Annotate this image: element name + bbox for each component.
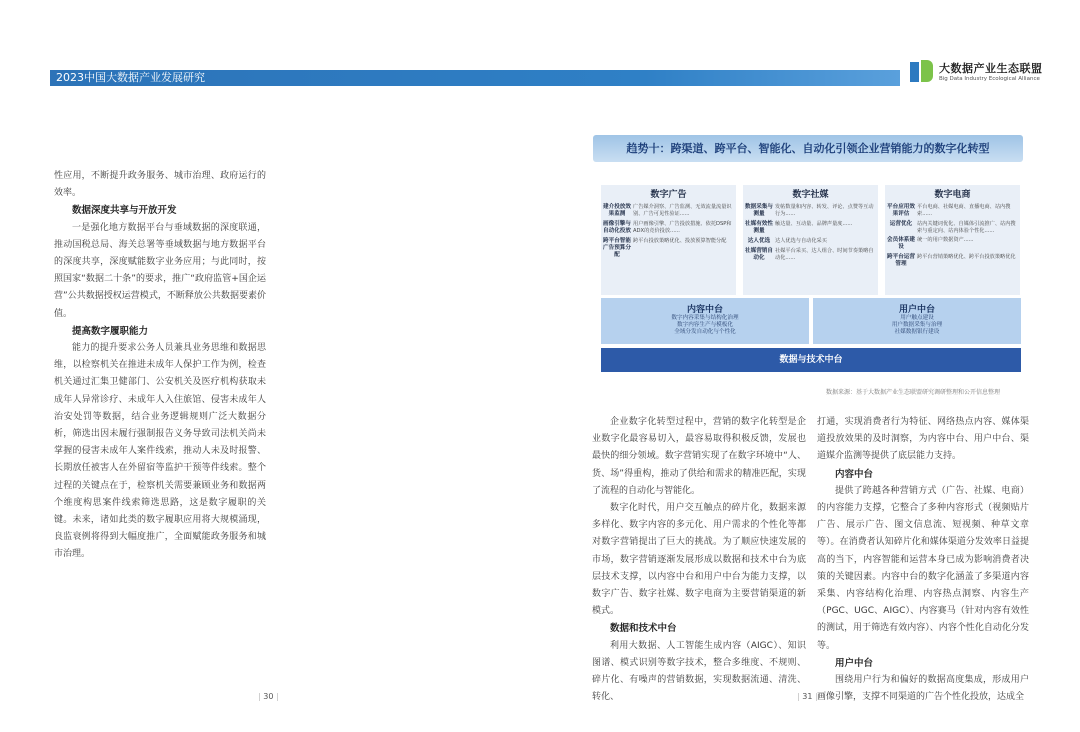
paragraph: 一是强化地方数据平台与垂域数据的深度联通，推动国税总局、海关总署等垂域数据与地方数据平台的深度共享，深度赋能数字业务应用；与此同时，按照国家“数据二十条”的要求，推广“政府监管+国企运营”公共数据授权运营模式，不断释放公共数据要素价值。 <box>54 222 266 319</box>
right-page-column-2 <box>817 414 1029 706</box>
row-value: 发帖数量和内容、转发、评论、点赞等互动行为...... <box>775 204 874 217</box>
user-platform-box <box>813 298 1021 344</box>
row-value: 站内关键词优化、自媒体引流推广、站内搜索与重定向、站内体验个性化...... <box>917 221 1016 234</box>
paragraph: 数字化时代，用户交互触点的碎片化，数据来源多样化、数字内容的多元化、用户需求的个性化等都对数字营销提出了巨大的挑战。为了顺应快速发展的市场，数字营销逐渐发展形成以数据和技术中台为底层技术支撑，以内容中台和用户中台为能力支撑，以数字广告、数字社媒、数字电商为主要营销渠道的新模式。 <box>592 503 806 617</box>
paragraph: 能力的提升要求公务人员兼具业务思维和数据思维，以检察机关在推进未成年人保护工作为例，检查机关通过汇集卫健部门、公安机关及医疗机构获取未成年人异常诊疗、未成年人入住旅馆、侵害未成年人治安处罚等数据，结合业务逻辑规则广泛大数据分析，筛选出因未履行强制报告义务导致司法机关尚未掌握的侵害未成年人案件线索，推动人未及时报警、长期放任被害人在外留宿等监护干预等件线索。整个过程的关键点在于，检察机关需要兼顾业务和数据两个维度构思案件线索筛选思路，这是数字履职的关键。未来，诸如此类的数字履职应用将大规模涌现，良监衰例将得到大幅度推广，全面赋能政务服务和城市治理。 <box>54 343 266 560</box>
paragraph: 打通，实现消费者行为特征、网络热点内容、媒体渠道投放效果的及时洞察，为内容中台、用户中台、渠道媒介监测等提供了底层能力支持。 <box>817 417 1029 462</box>
page-number-right: | 31 | <box>797 692 818 701</box>
section-heading: 用户中台 <box>835 657 874 669</box>
row-key: 画像引擎与自动化投放 <box>603 221 631 234</box>
row-value: 统一的用户数据资产...... <box>917 237 974 244</box>
paragraph: 围绕用户行为和偏好的数据高度集成，形成用户画像引擎，支撑不同渠道的广告个性化投放，达成全 <box>817 675 1029 703</box>
row-key: 数据采集与测量 <box>745 204 773 217</box>
page-number-text: 31 <box>802 692 813 701</box>
paragraph: 性应用，不断提升政务服务、城市治理、政府运行的效率。 <box>54 171 266 199</box>
row-value: 触达量、互动量、品牌声量度...... <box>775 221 853 227</box>
row-key: 跨平台运营管理 <box>887 254 915 268</box>
content-platform-title: 内容中台 <box>686 305 723 315</box>
figure-title-banner <box>593 135 1023 162</box>
right-page-column-1 <box>592 414 806 706</box>
card-title: 数字社媒 <box>792 190 829 200</box>
row-key: 社媒营销自动化 <box>745 248 773 261</box>
row-value: 平台电商、社媒电商、直播电商、站内搜索...... <box>917 204 1011 217</box>
left-column <box>54 168 266 564</box>
row-key: 运营优化 <box>889 221 913 227</box>
figure-source: 数据来源：基于大数据产业生态联盟研究调研整理和公开信息整理 <box>826 389 1001 396</box>
row-value: 跨平台营销策略优化、跨平台投放策略优化 <box>917 254 1016 261</box>
row-key: 达人优选 <box>747 238 771 244</box>
user-platform-line: 用户数据采集与治理 <box>891 322 943 328</box>
content-platform-line: 全域分发自动化与个性化 <box>674 329 736 335</box>
card-title: 数字电商 <box>934 190 971 200</box>
row-key: 建介投放效果监测 <box>603 204 631 217</box>
card-title: 数字广告 <box>650 190 687 200</box>
user-platform-title: 用户中台 <box>898 305 935 315</box>
card-digital-ecommerce <box>885 185 1020 295</box>
content-platform-box <box>601 298 809 344</box>
row-value: 跨平台投放策略优化、投放预算智能分配 <box>633 238 727 244</box>
paragraph: 利用大数据、人工智能生成内容（AIGC）、知识图谱、模式识别等数字技术，整合多维度、不规则、碎片化、有噪声的营销数据，实现数据流通、清洗、转化、 <box>592 640 806 703</box>
user-platform-line: 用户触点建设 <box>900 315 934 321</box>
running-header-title: 2023中国大数据产业发展研究 <box>56 71 205 84</box>
content-platform-line: 数字内容采集与结构化治理 <box>671 315 739 321</box>
card-digital-social <box>743 185 878 295</box>
page-number-left: | 30 | <box>258 692 279 701</box>
row-key: 会员体系建设 <box>887 237 915 251</box>
page-number-text: 30 <box>263 692 274 701</box>
user-platform-line: 社媒数据银行建设 <box>894 329 940 335</box>
alliance-logo <box>910 60 1043 82</box>
content-platform-line: 数字内容生产与模板化 <box>677 322 733 328</box>
section-heading: 数据和技术中台 <box>610 623 677 635</box>
row-key: 跨平台智能广告预算分配 <box>603 238 631 258</box>
paragraph: 提供了跨越各种营销方式（广告、社媒、电商）的内容能力支撑，它整合了多种内容形式（视频贴片广告、展示广告、图文信息流、短视频、种草文章等）。在消费者认知碎片化和媒体渠道分发效率日益提高的当下，内容智能和运营本身已成为影响消费者决策的关键因素。内容中台的数字化涵盖了多渠道内容采集、内容结构化治理、内容热点洞察、内容生产（PGC、UGC、AIGC）、内容赛马（针对内容有效性的测试，用于筛选有效内容）、内容个性化自动化分发等。 <box>817 485 1029 651</box>
section-heading: 内容中台 <box>835 468 874 480</box>
row-value: 广告媒介洞察、广告监测、无效流量流量识别、广告可见性验证...... <box>633 204 732 217</box>
section-heading: 数据深度共享与开放开发 <box>72 205 177 217</box>
figure-title: 趋势十：跨渠道、跨平台、智能化、自动化引领企业营销能力的数字化转型 <box>626 142 990 155</box>
row-key: 平台应用效果评估 <box>887 204 915 217</box>
data-tech-platform-bar: 数据与技术中台 <box>601 348 1021 372</box>
logo-icon <box>910 60 934 82</box>
row-value: 达人优选与自动化采买 <box>775 238 827 244</box>
logo-name-cn: 大数据产业生态联盟 <box>939 62 1043 75</box>
row-value: 用户画像引擎、广告投放措施、依托DSP和ADX的竞价投放...... <box>633 221 732 234</box>
paragraph: 企业数字化转型过程中，营销的数字化转型是企业数字化最容易切入，最容易取得积极反馈，发展也最快的细分领域。数字营销实现了在数字环境中“人、货、场”得重构，推动了供给和需求的精准匹配，实现了流程的自动化与智能化。 <box>592 417 806 496</box>
row-value: 社媒平台采买、达人组合、时间节奏策略自动化...... <box>775 248 874 261</box>
card-digital-ads <box>601 185 736 295</box>
row-key: 社媒有效性测量 <box>745 221 773 234</box>
logo-name-en: Big Data Industry Ecological Alliance <box>939 76 1040 82</box>
section-heading: 提高数字履职能力 <box>72 325 149 337</box>
